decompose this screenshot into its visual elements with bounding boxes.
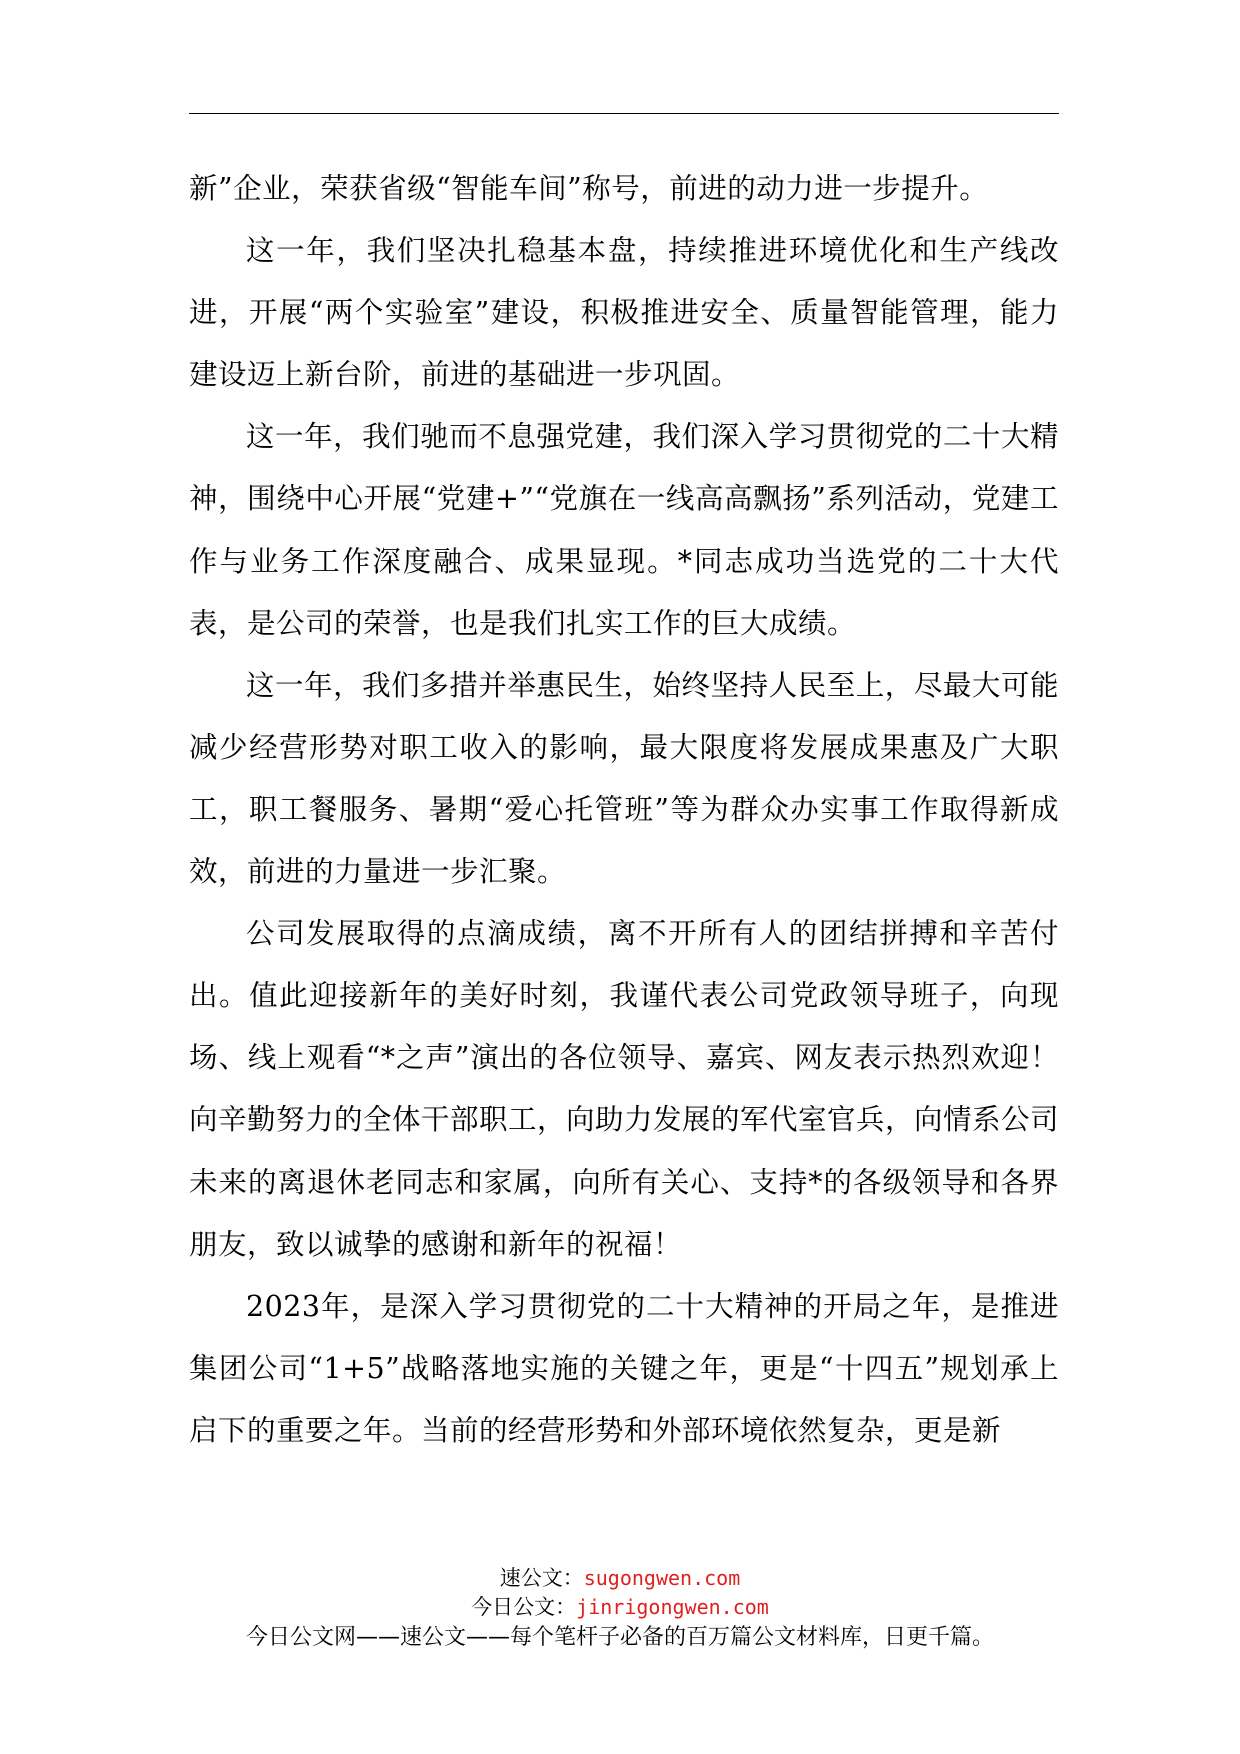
document-body [189,158,1059,1462]
paragraph-1: 新”企业，荣获省级“智能车间”称号，前进的动力进一步提升。 [189,172,989,205]
footer-jinrigongwen-label: 今日公文： [471,1595,577,1619]
footer-slogan: 今日公文网——速公文——每个笔杆子必备的百万篇公文材料库，日更千篇。 [245,1625,994,1650]
footer-sugongwen-link[interactable]: sugongwen.com [583,1566,741,1590]
paragraph-5: 公司发展取得的点滴成绩，离不开所有人的团结拼搏和辛苦付出。值此迎接新年的美好时刻，我谨代表公司党政领导班子，向现场、线上观看“*之声”演出的各位领导、嘉宾、网友表示热烈欢迎！向辛勤努力的全体干部职工，向助力发展的军代室官兵，向情系公司未来的离退休老同志和家属，向所有关心、支持*的各级领导和各界朋友，致以诚挚的感谢和新年的祝福！ [189,917,1060,1261]
footer-jinrigongwen [0,1594,1240,1621]
header-rule [189,113,1059,114]
footer-sugongwen [0,1565,1240,1592]
paragraph-3: 这一年，我们驰而不息强党建，我们深入学习贯彻党的二十大精神，围绕中心开展“党建+”“党旗在一线高高飘扬”系列活动，党建工作与业务工作深度融合、成果显现。*同志成功当选党的二十大代表，是公司的荣誉，也是我们扎实工作的巨大成绩。 [189,420,1059,640]
footer-sugongwen-label: 速公文： [499,1566,584,1590]
paragraph-6: 2023年，是深入学习贯彻党的二十大精神的开局之年，是推进集团公司“1+5”战略落地实施的关键之年，更是“十四五”规划承上启下的重要之年。当前的经营形势和外部环境依然复杂，更是新 [189,1289,1059,1447]
paragraph-4: 这一年，我们多措并举惠民生，始终坚持人民至上，尽最大可能减少经营形势对职工收入的影响，最大限度将发展成果惠及广大职工，职工餐服务、暑期“爱心托管班”等为群众办实事工作取得新成效，前进的力量进一步汇聚。 [189,668,1059,889]
footer-jinrigongwen-link[interactable]: jinrigongwen.com [576,1595,769,1619]
paragraph-2: 这一年，我们坚决扎稳基本盘，持续推进环境优化和生产线改进，开展“两个实验室”建设，积极推进安全、质量智能管理，能力建设迈上新台阶，前进的基础进一步巩固。 [189,234,1059,392]
